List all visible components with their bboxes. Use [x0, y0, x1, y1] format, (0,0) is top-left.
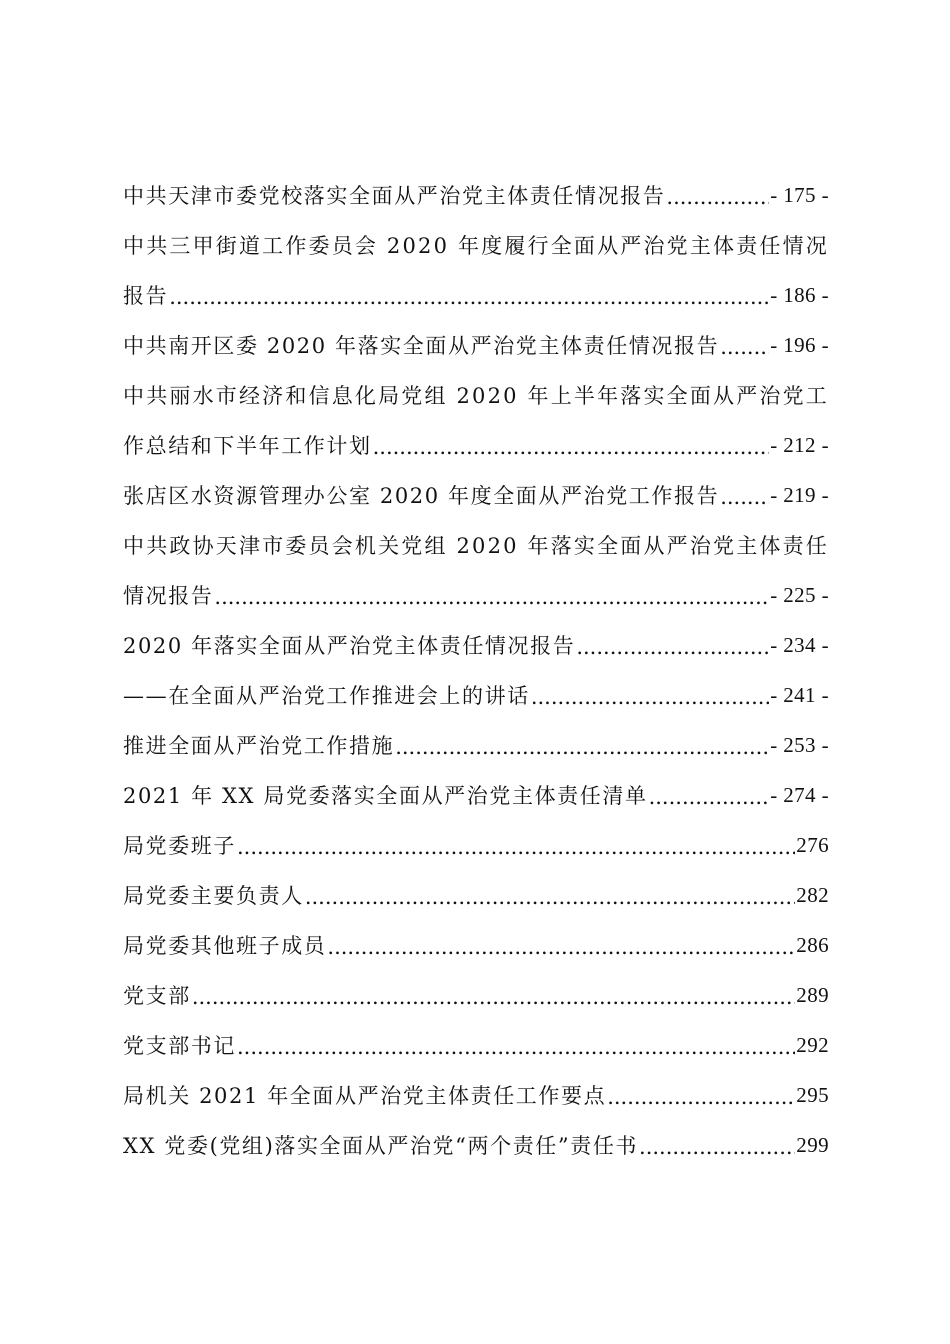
toc-line [123, 270, 829, 320]
toc-title: 中共政协天津市委员会机关党组 2020 年落实全面从严治党主体责任 [123, 534, 829, 558]
toc-entry[interactable] [123, 870, 829, 920]
toc-title: 中共三甲街道工作委员会 2020 年度履行全面从严治党主体责任情况 [123, 234, 829, 258]
toc-dot-leader [373, 435, 770, 459]
toc-line [123, 170, 829, 220]
toc-title: 推进全面从严治党工作措施 [123, 734, 395, 758]
toc-dot-leader [237, 835, 795, 859]
toc-title: 中共天津市委党校落实全面从严治党主体责任情况报告 [123, 184, 666, 208]
toc-entry[interactable] [123, 520, 829, 620]
toc-line [123, 420, 829, 470]
toc-entry[interactable] [123, 720, 829, 770]
toc-page-number: 299 [796, 1132, 829, 1157]
toc-entry[interactable] [123, 320, 829, 370]
toc-title: 张店区水资源管理办公室 2020 年度全面从严治党工作报告 [123, 484, 720, 508]
toc-entry[interactable] [123, 620, 829, 670]
toc-line [123, 720, 829, 770]
toc-line [123, 670, 829, 720]
toc-page-number: - 196 - [770, 332, 829, 357]
toc-page-number: - 225 - [770, 582, 829, 607]
toc-page-number: 276 [796, 832, 829, 857]
toc-page-number: - 241 - [770, 682, 829, 707]
toc-dot-leader [720, 485, 769, 509]
toc-line [123, 820, 829, 870]
toc-page-number: 282 [796, 882, 829, 907]
toc-title: 局党委班子 [123, 834, 236, 858]
toc-title: 情况报告 [123, 584, 214, 608]
toc-line [123, 1070, 829, 1120]
toc-entry[interactable] [123, 820, 829, 870]
toc-dot-leader [169, 285, 769, 309]
toc-line [123, 570, 829, 620]
toc-line [123, 470, 829, 520]
toc-entry[interactable] [123, 1070, 829, 1120]
toc-entry[interactable] [123, 1120, 829, 1170]
toc-dot-leader [327, 935, 795, 959]
toc-dot-leader [576, 635, 769, 659]
toc-title: ——在全面从严治党工作推进会上的讲话 [123, 684, 530, 708]
toc-line [123, 770, 829, 820]
toc-title: 党支部书记 [123, 1034, 236, 1058]
toc-line [123, 920, 829, 970]
toc-page-number: 286 [796, 932, 829, 957]
toc-page-number: - 234 - [770, 632, 829, 657]
toc-page-number: - 186 - [770, 282, 829, 307]
toc-dot-leader [192, 985, 795, 1009]
toc-page-number: 295 [796, 1082, 829, 1107]
toc-line [123, 320, 829, 370]
toc-dot-leader [214, 585, 769, 609]
toc-entry[interactable] [123, 470, 829, 520]
toc-title: 2021 年 XX 局党委落实全面从严治党主体责任清单 [123, 784, 648, 808]
toc-dot-leader [531, 685, 769, 709]
toc-line [123, 620, 829, 670]
toc-dot-leader [720, 335, 769, 359]
toc-title: 局机关 2021 年全面从严治党主体责任工作要点 [123, 1084, 607, 1108]
toc-title: 报告 [123, 284, 169, 308]
toc-dot-leader [237, 1035, 795, 1059]
toc-line [123, 370, 829, 420]
toc-title: 2020 年落实全面从严治党主体责任情况报告 [123, 634, 576, 658]
toc-dot-leader [666, 185, 769, 209]
toc-entry[interactable] [123, 170, 829, 220]
toc-dot-leader [395, 735, 769, 759]
toc-line [123, 870, 829, 920]
table-of-contents [123, 170, 829, 1170]
toc-dot-leader [305, 885, 795, 909]
toc-dot-leader [607, 1085, 795, 1109]
toc-page-number: - 212 - [770, 432, 829, 457]
toc-title: 局党委主要负责人 [123, 884, 304, 908]
toc-title: 党支部 [123, 984, 191, 1008]
toc-line [123, 970, 829, 1020]
toc-entry[interactable] [123, 670, 829, 720]
toc-line [123, 1120, 829, 1170]
toc-title: XX 党委(党组)落实全面从严治党“两个责任”责任书 [123, 1134, 639, 1158]
toc-page-number: - 274 - [770, 782, 829, 807]
toc-line [123, 1020, 829, 1070]
toc-page-number: 289 [796, 982, 829, 1007]
toc-entry[interactable] [123, 920, 829, 970]
toc-entry[interactable] [123, 970, 829, 1020]
toc-page-number: - 175 - [770, 182, 829, 207]
toc-page-number: 292 [796, 1032, 829, 1057]
toc-page-number: - 253 - [770, 732, 829, 757]
toc-title: 中共南开区委 2020 年落实全面从严治党主体责任情况报告 [123, 334, 720, 358]
toc-entry[interactable] [123, 1020, 829, 1070]
toc-line [123, 220, 829, 270]
toc-page-number: - 219 - [770, 482, 829, 507]
toc-dot-leader [639, 1135, 795, 1159]
toc-title: 作总结和下半年工作计划 [123, 434, 372, 458]
toc-title: 局党委其他班子成员 [123, 934, 327, 958]
toc-line [123, 520, 829, 570]
toc-dot-leader [649, 785, 770, 809]
toc-title: 中共丽水市经济和信息化局党组 2020 年上半年落实全面从严治党工 [123, 384, 829, 408]
toc-entry[interactable] [123, 220, 829, 320]
toc-entry[interactable] [123, 370, 829, 470]
toc-entry[interactable] [123, 770, 829, 820]
